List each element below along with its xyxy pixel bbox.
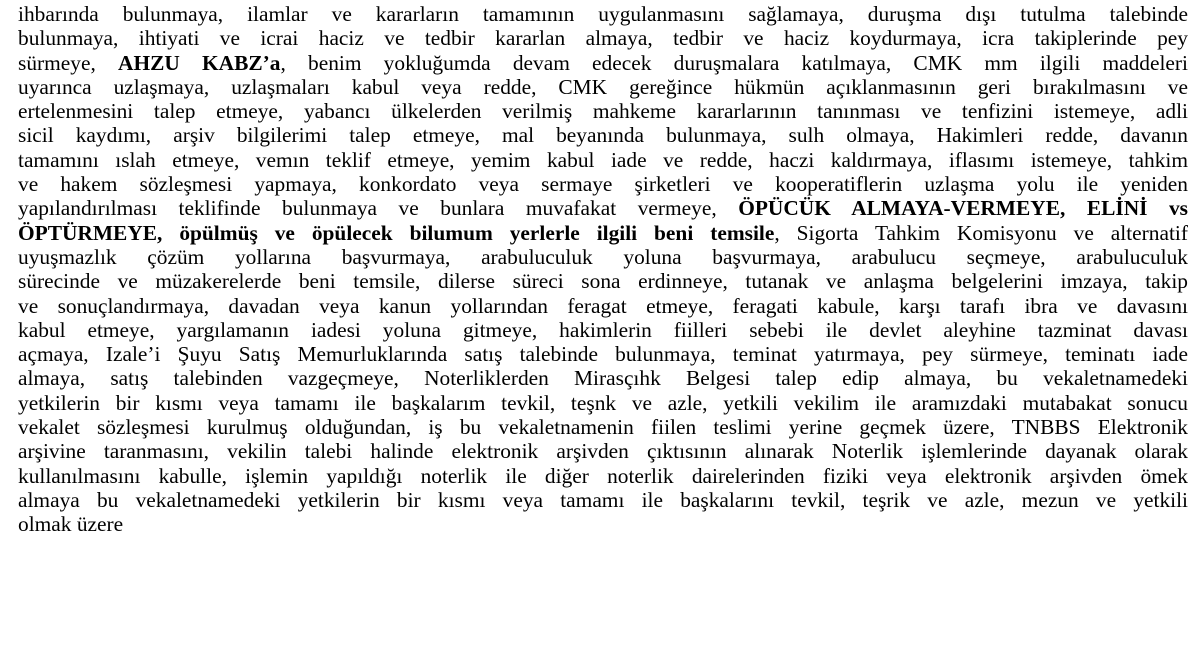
text-run: almaya, satış talebinden vazgeçmeye, Noterliklerden Mirasçıhk Belgesi talep edip almaya, bu vekaletnamedeki bbox=[18, 366, 1188, 391]
text-run: sürmeye, bbox=[18, 50, 119, 75]
text-run: kullanılmasını kabulle, işlemin yapıldığı noterlik ile diğer noterlik dairelerinden fiziki veya elektronik arşivden ömek bbox=[18, 463, 1188, 488]
text-line bbox=[18, 245, 1188, 269]
text-run: vekalet sözleşmesi kurulmuş olduğundan, iş bu vekaletnamenin fiilen teslimi yerine geçmek üzere, TNBBS Elektronik bbox=[18, 415, 1188, 440]
text-line bbox=[18, 2, 1188, 26]
text-run: ve sonuçlandırmaya, davadan veya kanun yollarından feragat etmeye, feragati kabule, karşı tarafı ibra ve davasını bbox=[18, 293, 1188, 318]
bold-text-run: ÖPÜCÜK ALMAYA-VERMEYE, ELİNİ vs bbox=[738, 196, 1188, 221]
text-run: açmaya, Izale’i Şuyu Satış Memurluklarında satış talebinde bulunmaya, teminat yatırmaya, pey sürmeye, teminatı iade bbox=[18, 342, 1188, 367]
text-run: sürecinde ve müzakerelerde beni temsile, dilerse süreci sona erdinneye, tutanak ve anlaşma belgelerini imzaya, takip bbox=[18, 269, 1188, 294]
text-line bbox=[18, 488, 1188, 512]
text-line bbox=[18, 415, 1188, 439]
text-line bbox=[18, 294, 1188, 318]
text-run: tamamını ıslah etmeye, vemın teklif etmeye, yemim kabul iade ve redde, haczi kaldırmaya, iflasımı istemeye, tahkim bbox=[18, 147, 1188, 172]
text-line bbox=[18, 391, 1188, 415]
document-body bbox=[18, 2, 1188, 537]
text-line bbox=[18, 148, 1188, 172]
text-line bbox=[18, 196, 1188, 220]
text-line bbox=[18, 269, 1188, 293]
text-run: sicil kaydımı, arşiv bilgilerimi talep etmeye, mal beyanında bulunmaya, sulh olmaya, Hakimleri redde, davanın bbox=[18, 123, 1188, 148]
text-run: ertelenmesini talep etmeye, yabancı ülkelerden verilmiş mahkeme kararlarının tanınması ve tenfizini istemeye, adli bbox=[18, 99, 1188, 124]
text-run: yetkilerin bir kısmı veya tamamı ile başkalarım tevkil, teşnk ve azle, yetkili vekilim ile aramızdaki mutabakat sonucu bbox=[18, 390, 1188, 415]
text-run: , benim yokluğumda devam edecek duruşmalara katılmaya, CMK mm ilgili maddeleri bbox=[280, 50, 1188, 75]
text-run: ve hakem sözleşmesi yapmaya, konkordato veya sermaye şirketleri ve kooperatiflerin uzlaşma yolu ile yeniden bbox=[18, 172, 1188, 197]
text-line bbox=[18, 123, 1188, 147]
text-line bbox=[18, 464, 1188, 488]
text-run: almaya bu vekaletnamedeki yetkilerin bir kısmı veya tamamı ile başkalarını tevkil, teşrik ve azle, mezun ve yetkili bbox=[18, 487, 1188, 512]
text-run: arşivine taranmasını, vekilin talebi halinde elektronik arşivden çıktısının alınarak Noterlik işlemlerinde dayanak olarak bbox=[18, 439, 1188, 464]
text-line bbox=[18, 318, 1188, 342]
text-run: olmak üzere bbox=[18, 512, 124, 537]
bold-text-run: AHZU KABZ’a bbox=[118, 50, 281, 75]
text-line bbox=[18, 99, 1188, 123]
text-line bbox=[18, 512, 1188, 536]
text-line bbox=[18, 172, 1188, 196]
text-line bbox=[18, 342, 1188, 366]
text-line bbox=[18, 221, 1188, 245]
text-run: bulunmaya, ihtiyati ve icrai haciz ve tedbir kararlan almaya, tedbir ve haciz koydurmaya, icra takiplerinde pey bbox=[18, 26, 1188, 51]
text-run: , Sigorta Tahkim Komisyonu ve alternatif bbox=[774, 220, 1188, 245]
text-line bbox=[18, 26, 1188, 50]
text-line bbox=[18, 439, 1188, 463]
text-run: kabul etmeye, yargılamanın iadesi yoluna gitmeye, hakimlerin fiilleri sebebi ile devlet aleyhine tazminat davası bbox=[18, 317, 1188, 342]
text-run: yapılandırılması teklifinde bulunmaya ve bunlara muvafakat vermeye, bbox=[18, 196, 739, 221]
text-line bbox=[18, 75, 1188, 99]
text-run: ihbarında bulunmaya, ilamlar ve kararların tamamının uygulanmasını sağlamaya, duruşma dışı tutulma talebinde bbox=[18, 2, 1188, 26]
bold-text-run: ÖPTÜRMEYE, öpülmüş ve öpülecek bilumum yerlerle ilgili beni temsile bbox=[18, 220, 775, 245]
text-run: uyuşmazlık çözüm yollarına başvurmaya, arabuluculuk yoluna başvurmaya, arabulucu seçmeye, arabuluculuk bbox=[18, 244, 1188, 269]
text-line bbox=[18, 51, 1188, 75]
text-line bbox=[18, 366, 1188, 390]
text-run: uyarınca uzlaşmaya, uzlaşmaları kabul veya redde, CMK gereğince hükmün açıklanmasının geri bırakılmasını ve bbox=[18, 74, 1188, 99]
